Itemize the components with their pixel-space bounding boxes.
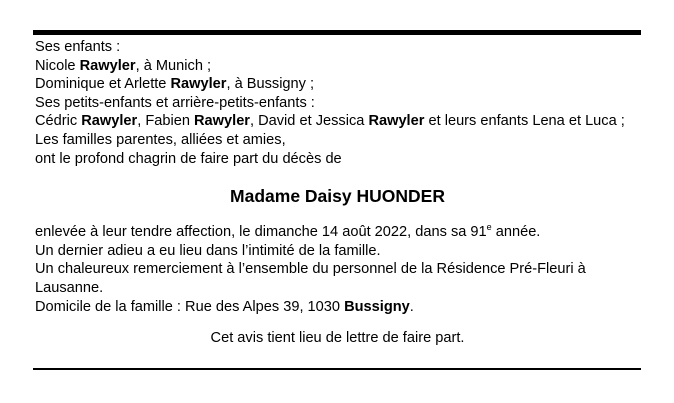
farewell-line: Un dernier adieu a eu lieu dans l’intimité de la famille. (35, 242, 381, 259)
deceased-name: Madame Daisy HUONDER (230, 186, 445, 207)
death-notice (35, 38, 640, 348)
closing-line: Cet avis tient lieu de lettre de faire part. (210, 330, 465, 347)
grandchildren-line: Cédric Rawyler, Fabien Rawyler, David et Jessica Rawyler et leurs enfants Lena et Luca ; (35, 113, 625, 130)
thanks-line: Un chaleureux remerciement à l’ensemble du personnel de la Résidence Pré-Fleuri à Lausanne. (35, 261, 586, 296)
death-date-line: enlevée à leur tendre affection, le dimanche 14 août 2022, dans sa 91e année. (35, 222, 541, 241)
families-line: Les familles parentes, alliées et amies, (35, 131, 286, 148)
top-rule (33, 30, 641, 35)
bottom-rule (33, 368, 641, 370)
children-heading: Ses enfants : (35, 39, 121, 55)
child-line-1: Nicole Rawyler, à Munich ; (35, 57, 212, 74)
announcement-line: ont le profond chagrin de faire part du décès de (35, 150, 342, 167)
grandchildren-heading: Ses petits-enfants et arrière-petits-enfants : (35, 94, 315, 111)
address-line: Domicile de la famille : Rue des Alpes 39, 1030 Bussigny. (35, 298, 414, 315)
child-line-2: Dominique et Arlette Rawyler, à Bussigny ; (35, 76, 315, 93)
